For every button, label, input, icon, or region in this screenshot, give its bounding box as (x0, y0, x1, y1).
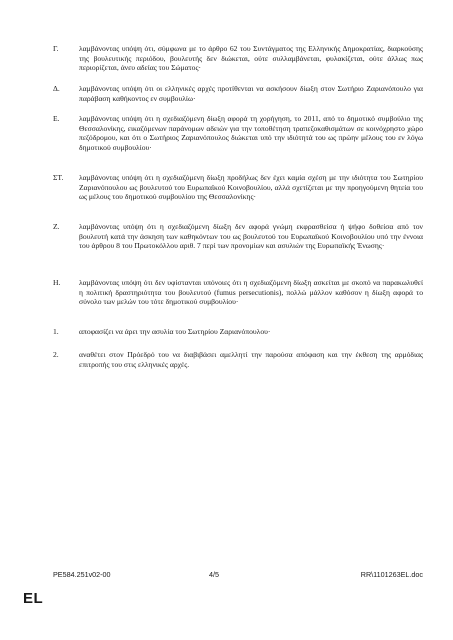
paragraph-text: λαμβάνοντας υπόψη ότι, σύμφωνα με το άρθρο 62 του Συντάγματος της Ελληνικής Δημοκρατίας, διαρκούσης της βουλευτικής περιόδου, βουλευτής δεν διώκεται, ούτε συλλαμβάνεται, φυλακίζεται, ούτε άλλως πως περιορίζεται, άνευ αδείας του Σώματος· (79, 44, 423, 73)
paragraph-text: αποφασίζει να άρει την ασυλία του Σωτηρίου Ζαριανόπουλου· (79, 327, 271, 336)
paragraph-d (53, 84, 423, 103)
paragraph-text: λαμβάνοντας υπόψη ότι η σχεδιαζόμενη δίωξη αφορά τη χορήγηση, το 2011, από το δημοτικό συμβούλιο της Θεσσαλονίκης, εικαζόμενων παράνομων αδειών για την τοποθέτηση τραπεζοκαθισμάτων σε κοινόχρηστο χώρο πεζόδρομου, και ότι ο Σωτήριος Ζαριανόπουλος διώκεται υπό την ιδιότητά του ως πρώην μέλους του εν λόγω δημοτικού συμβουλίου· (79, 114, 423, 152)
paragraph-text: λαμβάνοντας υπόψη ότι οι ελληνικές αρχές προτίθενται να ασκήσουν δίωξη στον Σωτήριο Ζαριανόπουλο για παράβαση καθήκοντος εν συμβουλίω· (79, 84, 423, 103)
paragraph-e (53, 114, 423, 152)
paragraph-label: Γ. (53, 44, 59, 53)
paragraph-label: Δ. (53, 84, 60, 93)
paragraph-text: λαμβάνοντας υπόψη ότι δεν υφίστανται υπόνοιες ότι η σχεδιαζόμενη δίωξη ασκείται με σκοπό να παρακωλυθεί η πολιτική δραστηριότητα του βουλευτού (fumus persecutionis), πολλώ μάλλον καθόσον η δίωξη αφορά το σύνολο των μελών του τότε δημοτικού συμβουλίου· (79, 278, 423, 307)
paragraph-i (53, 278, 423, 307)
paragraph-2 (53, 350, 423, 369)
paragraph-label: 2. (53, 350, 59, 359)
paragraph-label: ΣΤ. (53, 173, 64, 182)
paragraph-text: λαμβάνοντας υπόψη ότι η σχεδιαζόμενη δίωξη προδήλως δεν έχει καμία σχέση με την ιδιότητα του Σωτηρίου Ζαριανόπουλου ως βουλευτού του Ευρωπαϊκού Κοινοβουλίου, αλλά σχετίζεται με την προηγούμενη θητεία του ως μέλους του δημοτικού συμβουλίου της Θεσσαλονίκης· (79, 173, 423, 202)
page-number: 4/5 (209, 570, 219, 579)
paragraph-z (53, 222, 423, 251)
paragraph-1 (53, 327, 423, 337)
paragraph-label: Η. (53, 278, 61, 287)
language-code: EL (23, 590, 44, 607)
paragraph-g (53, 44, 423, 73)
paragraph-label: Ε. (53, 114, 60, 123)
document-reference: PE584.251v02-00 (53, 570, 111, 579)
paragraph-text: λαμβάνοντας υπόψη ότι η σχεδιαζόμενη δίωξη δεν αφορά γνώμη εκφρασθείσα ή ψήφο δοθείσα από τον βουλευτή κατά την άσκηση των καθηκόντων του ως βουλευτού του Ευρωπαϊκού Κοινοβουλίου υπό την έννοια του άρθρου 8 του Πρωτοκόλλου αριθ. 7 περί των προνομίων και ασυλιών της Ευρωπαϊκής Ένωσης· (79, 222, 423, 251)
paragraph-label: Ζ. (53, 222, 60, 231)
paragraph-text: αναθέτει στον Πρόεδρό του να διαβιβάσει αμελλητί την παρούσα απόφαση και την έκθεση της αρμόδιας επιτροπής του στις ελληνικές αρχές. (79, 350, 423, 369)
paragraph-st (53, 173, 423, 202)
paragraph-label: 1. (53, 327, 59, 336)
file-name: RR\1101263EL.doc (360, 570, 423, 579)
